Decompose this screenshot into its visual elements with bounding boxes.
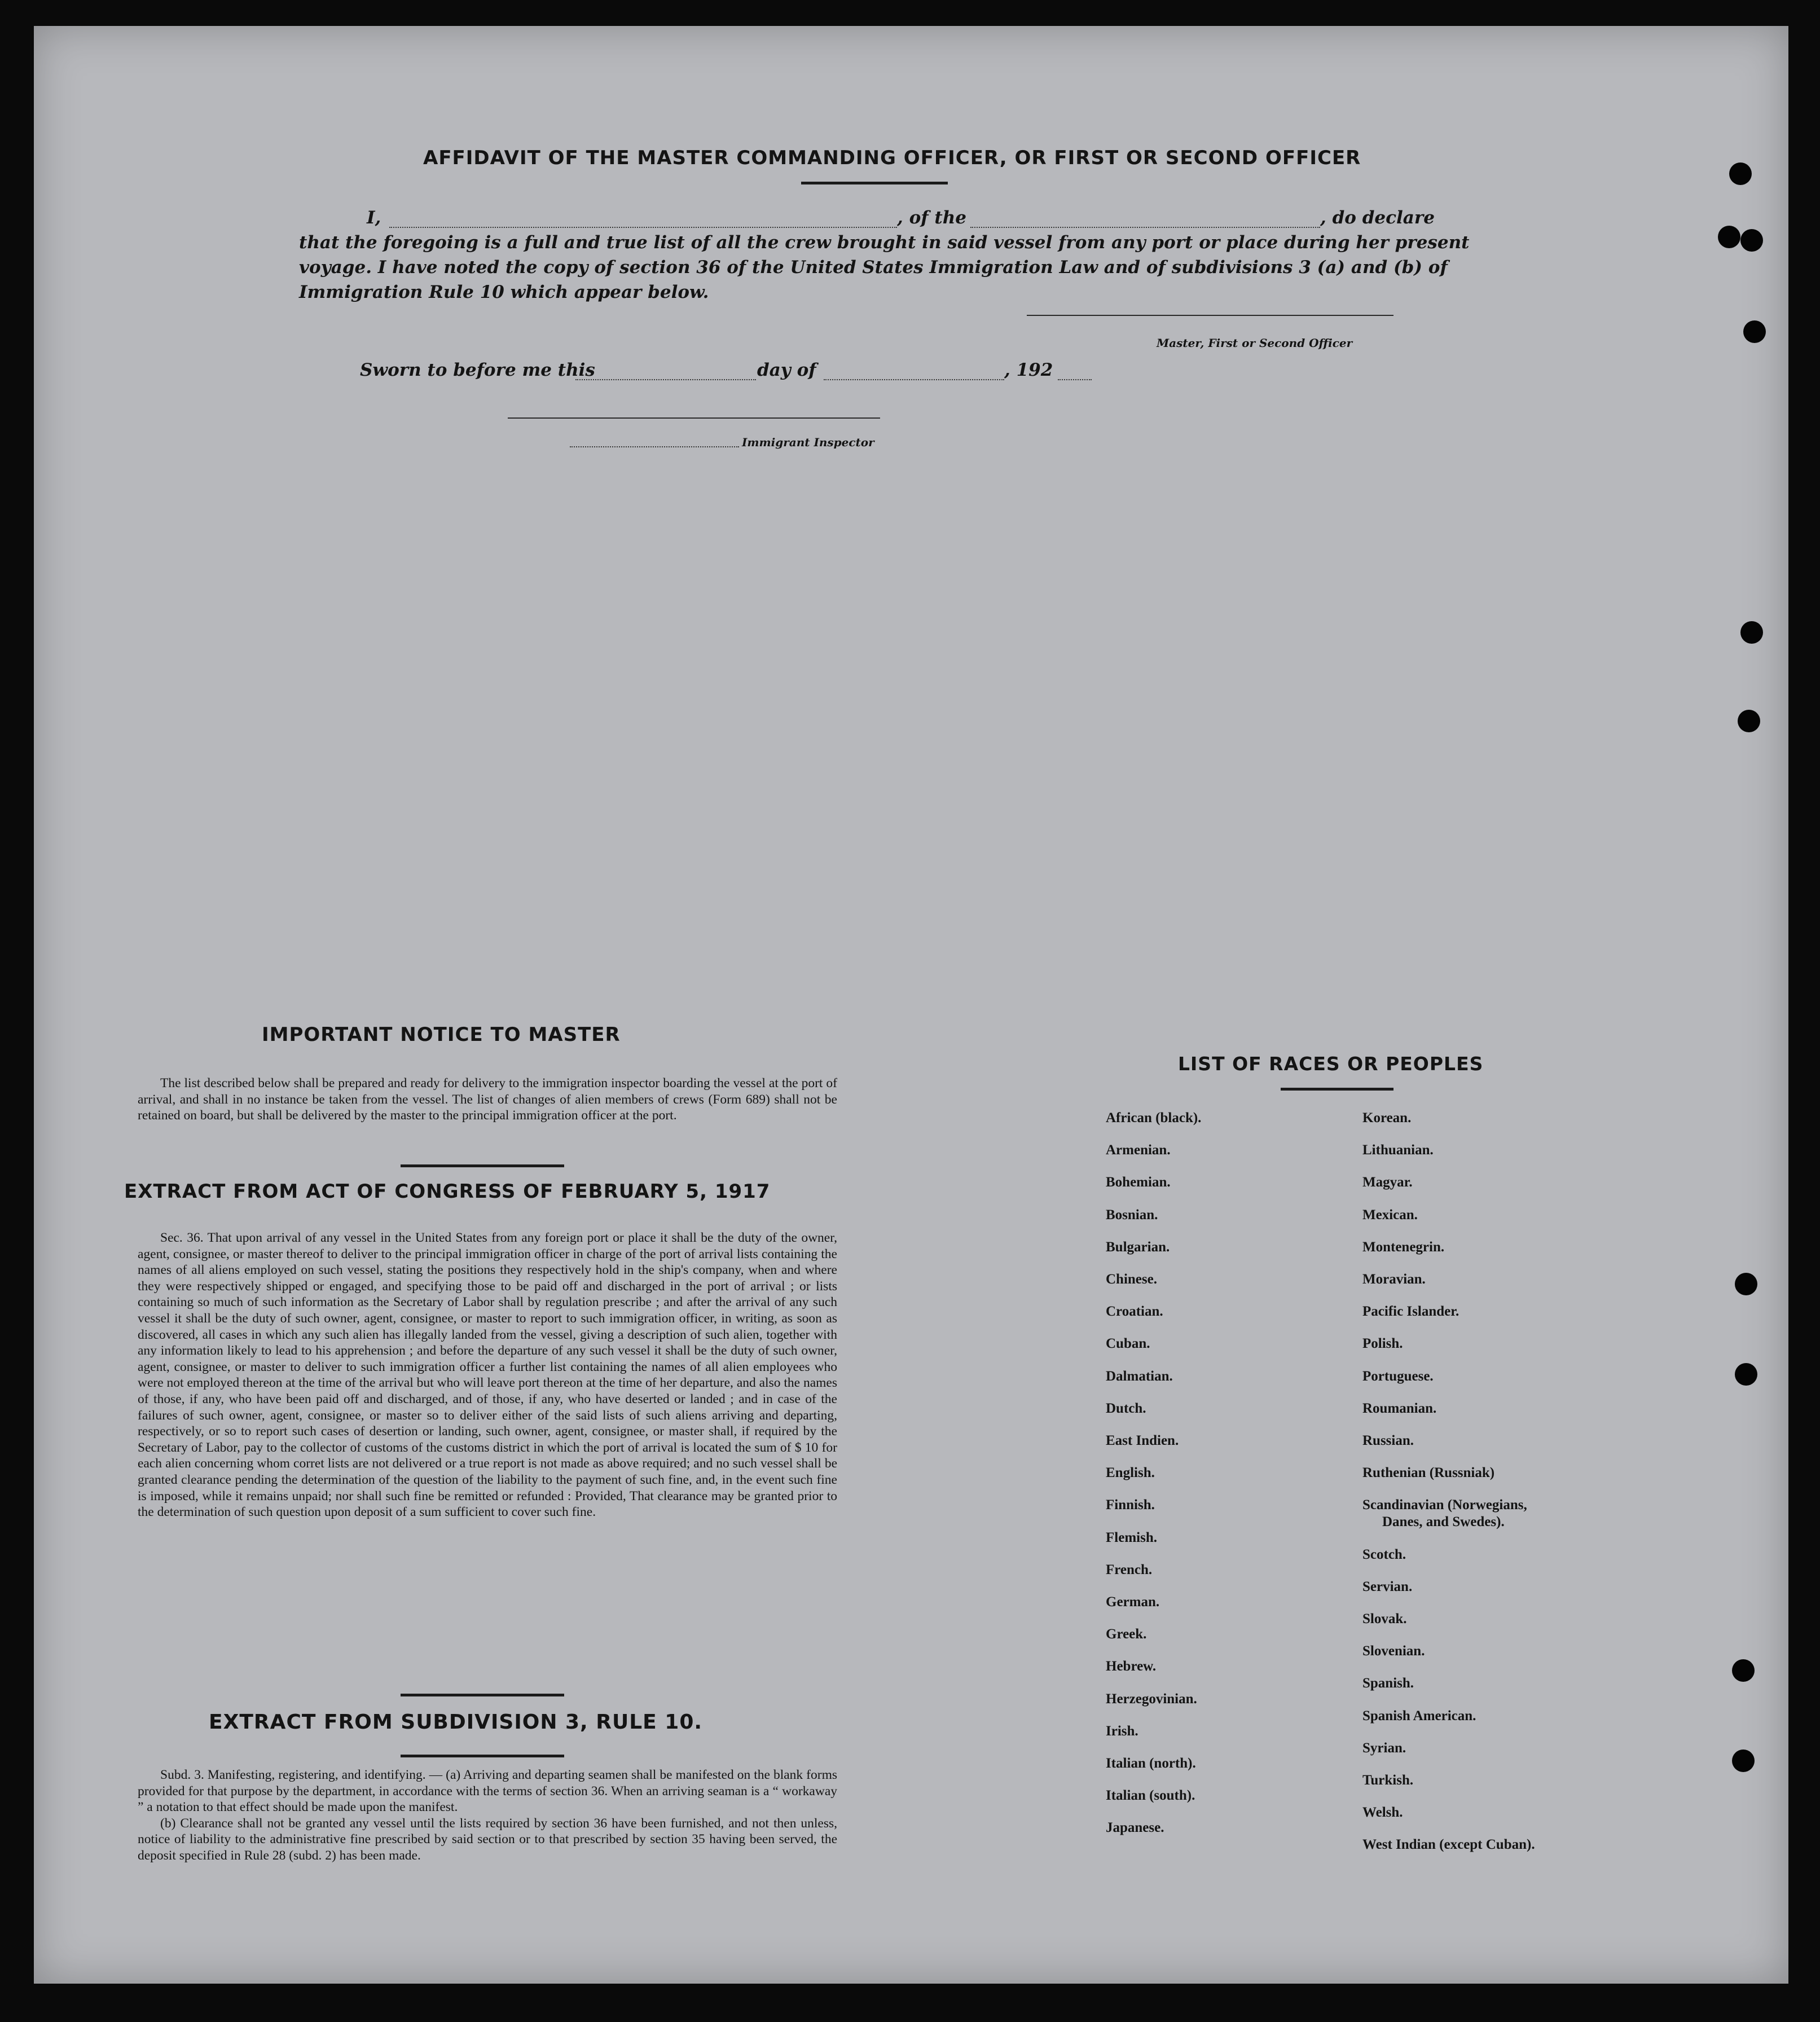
race-item: West Indian (except Cuban). [1362,1837,1535,1853]
rule-title: EXTRACT FROM SUBDIVISION 3, RULE 10. [209,1711,703,1734]
race-item: Ruthenian (Russniak) [1362,1465,1495,1481]
affidavit-line-3: voyage. I have noted the copy of section 36 of the United States Immigration Law and of subdivisions 3 (a) and (b) of [299,257,1448,278]
punch-hole [1740,621,1763,644]
race-item: African (black). [1106,1110,1202,1126]
race-item: Bohemian. [1106,1175,1171,1190]
race-item: Slovenian. [1362,1643,1425,1659]
race-item: Mexican. [1362,1207,1418,1223]
rule-text [138,1767,837,1864]
races-underline [1281,1088,1393,1091]
race-item: Dutch. [1106,1400,1146,1416]
affidavit-line-4: Immigration Rule 10 which appear below. [299,282,709,302]
sworn-label: Sworn to before me this [360,360,595,380]
act-paragraph: Sec. 36. That upon arrival of any vessel in the United States from any foreign port or place it shall be the duty of the owner, agent, consignee, or master thereof to deliver to the principal immigration officer in charge of the port of arrival lists containing the names of all aliens employed on such vessel, stating the positions they respectively hold in the ship's company, when and where they were respectively shipped or engaged, and specifying those to be paid off and discharged in the port of arrival ; or lists containing so much of such information as the Secretary of Labor shall by regulation prescribe ; and after the arrival of any such vessel it shall be the duty of such owner, agent, consignee, or master to report to such immigration officer, in writing, as soon as discovered, all cases in which any such alien has illegally landed from the vessel, giving a description of such alien, together with any information likely to lead to his apprehension ; and before the departure of any such vessel it shall be the duty of such owner, agent, consignee, or master to deliver to such immigration officer a further list containing the names of all alien employees who were not employed thereon at the time of the arrival but who will leave port thereon at the time of her departure, and also the names of those, if any, who have been paid off and discharged, and of those, if any, who have deserted or landed ; and in case of the failures of such owner, agent, consignee, or master so to deliver either of the said lists of such aliens arriving and departing, respectively, or so to report such cases of desertion or landing, such owner, agent, consignee, or master shall, if required by the Secretary of Labor, pay to the collector of customs of the customs district in which the port of arrival is located the sum of $ 10 for each alien concerning whom corret lists are not delivered or a true report is not made as above required; and no such vessel shall be granted clearance pending the determination of the question of the liability to the payment of such fine, and, in the event such fine is imposed, while it remains unpaid; nor shall such fine be remitted or refunded : Provided, That clearance may be granted prior to the determination of such question upon deposit of a sum sufficient to cover such fine. [138,1230,837,1520]
affidavit-i-label: I, [367,208,381,228]
race-item: Pacific Islander. [1362,1304,1459,1320]
race-item: Scandinavian (Norwegians, [1362,1497,1527,1513]
master-signature-line [1027,315,1393,316]
day-of-label: day of [757,360,816,380]
notice-divider [401,1164,564,1167]
rule-paragraph-b: (b) Clearance shall not be granted any vessel until the lists required by section 36 have been furnished, and not then unless, notice of liability to the administrative fine prescribed by said section or to that prescribed by section 35 having been served, the deposit specified in Rule 28 (subd. 2) has been made. [138,1816,837,1863]
vessel-blank [970,227,1320,228]
race-item: Turkish. [1362,1773,1414,1788]
race-item: Roumanian. [1362,1400,1437,1416]
race-item: Magyar. [1362,1175,1413,1190]
race-item: Dalmatian. [1106,1368,1173,1384]
race-item: German. [1106,1594,1160,1610]
punch-hole [1735,1273,1757,1295]
race-item: Irish. [1106,1723,1138,1739]
race-item: Flemish. [1106,1529,1157,1545]
inspector-caption: Immigrant Inspector [742,436,874,449]
race-item: Spanish. [1362,1676,1414,1691]
affidavit-do-declare: , do declare [1320,208,1435,228]
race-item: English. [1106,1465,1155,1481]
year-label: , 192 [1004,360,1053,380]
title-underline [801,182,948,184]
notice-text [138,1075,837,1124]
punch-hole [1735,1363,1757,1386]
race-item: Hebrew. [1106,1659,1157,1674]
rule-divider [401,1755,564,1757]
act-text [138,1230,837,1520]
race-item: French. [1106,1562,1153,1577]
race-item: Italian (south). [1106,1788,1195,1804]
punch-hole [1729,162,1752,185]
race-item: Croatian. [1106,1304,1163,1320]
sworn-day-blank [575,379,756,380]
rule-paragraph-a: Subd. 3. Manifesting, registering, and identifying. — (a) Arriving and departing seamen shall be manifested on the blank forms provided for that purpose by the department, in accordance with the terms of section 36. When an arriving seaman is a “ workaway ” a notation to that effect should be made upon the manifest. [138,1768,837,1815]
race-item: Servian. [1362,1579,1413,1594]
race-item: Moravian. [1362,1272,1426,1287]
act-title: EXTRACT FROM ACT OF CONGRESS OF FEBRUARY 5, 1917 [124,1180,771,1203]
act-divider [401,1694,564,1696]
race-item: Korean. [1362,1110,1412,1126]
name-blank [389,227,897,228]
race-item: Danes, and Swedes). [1382,1514,1505,1530]
race-item: Lithuanian. [1362,1142,1434,1158]
race-item: Syrian. [1362,1740,1406,1756]
inspector-dotted-line [570,446,739,447]
race-item: Polish. [1362,1336,1403,1352]
races-title: LIST OF RACES OR PEOPLES [1178,1053,1484,1075]
race-item: Finnish. [1106,1497,1155,1513]
notice-title: IMPORTANT NOTICE TO MASTER [262,1023,621,1046]
punch-hole [1732,1750,1755,1772]
affidavit-title: AFFIDAVIT OF THE MASTER COMMANDING OFFICER, OR FIRST OR SECOND OFFICER [423,147,1361,169]
race-item: Slovak. [1362,1611,1407,1627]
race-item: Japanese. [1106,1820,1164,1836]
race-item: Welsh. [1362,1805,1403,1821]
affidavit-line-2: that the foregoing is a full and true list of all the crew brought in said vessel from any port or place during her present [299,232,1470,253]
race-item: Scotch. [1362,1546,1406,1562]
year-blank [1058,379,1092,380]
race-item: Portuguese. [1362,1368,1434,1384]
document-page [34,26,1788,1984]
race-item: East Indien. [1106,1433,1179,1448]
race-item: Bosnian. [1106,1207,1158,1223]
race-item: Cuban. [1106,1336,1150,1352]
race-item: Armenian. [1106,1142,1171,1158]
race-item: Chinese. [1106,1272,1157,1287]
race-item: Italian (north). [1106,1756,1196,1771]
notice-paragraph: The list described below shall be prepared and ready for delivery to the immigration inspector boarding the vessel at the port of arrival, and shall in no instance be taken from the vessel. The list of changes of alien members of crews (Form 689) shall not be retained on board, but shall be delivered by the master to the principal immigration officer at the port. [138,1076,837,1123]
sworn-month-blank [824,379,1004,380]
race-item: Herzegovinian. [1106,1691,1197,1707]
race-item: Montenegrin. [1362,1239,1445,1255]
race-item: Spanish American. [1362,1708,1476,1724]
master-caption: Master, First or Second Officer [1157,336,1353,350]
race-item: Greek. [1106,1627,1147,1642]
race-item: Russian. [1362,1433,1414,1448]
punch-hole [1718,226,1740,248]
affidavit-of-the: , of the [897,208,966,228]
inspector-signature-line [508,417,880,419]
punch-hole [1738,710,1760,732]
race-item: Bulgarian. [1106,1239,1170,1255]
punch-hole [1743,320,1766,343]
punch-hole [1740,229,1763,252]
punch-hole [1732,1659,1755,1682]
